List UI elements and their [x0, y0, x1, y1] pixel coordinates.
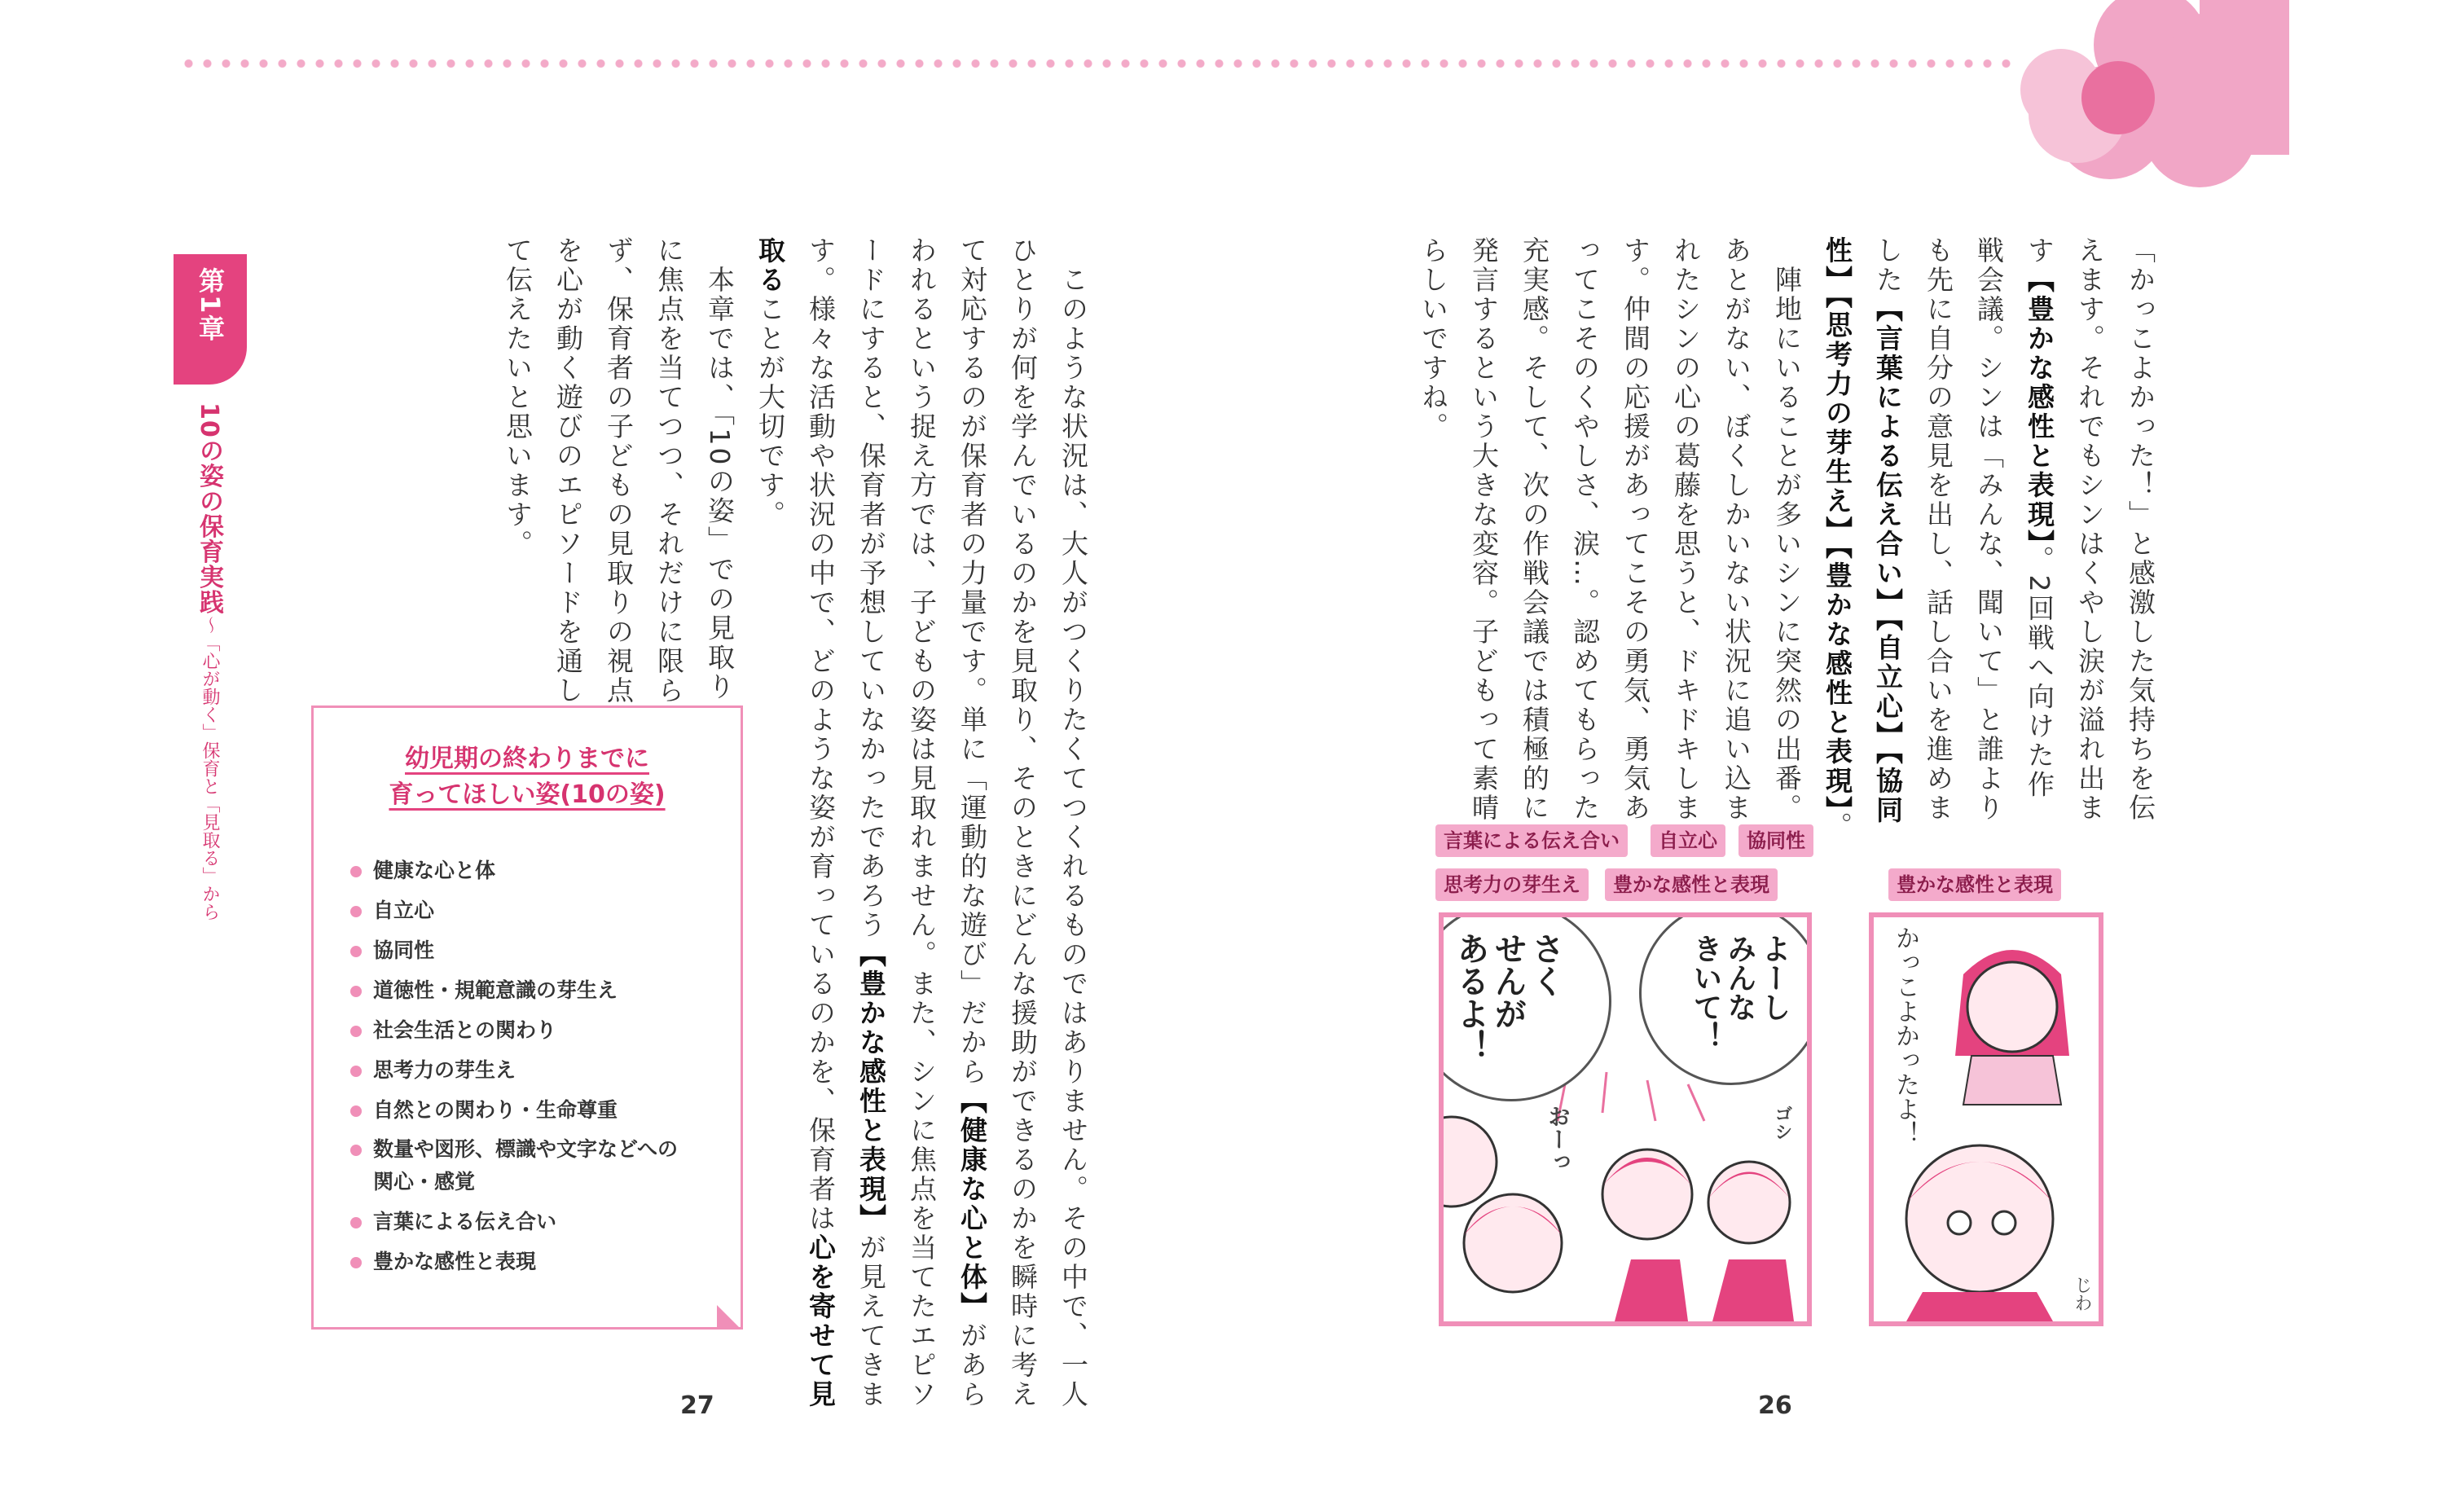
- right-col-11: す。仲間の応援があってこその勇気、勇気あ: [1620, 236, 1651, 823]
- tag-jiritsu: 自立心: [1651, 824, 1725, 857]
- box-corner-fold: [717, 1305, 741, 1330]
- list-item: 思考力の芽生え: [350, 1050, 678, 1090]
- right-col-6: した【言葉による伝え合い】【自立心】【協同: [1872, 236, 1904, 825]
- bubble-text-1: よーし みんな きいて！: [1689, 934, 1791, 1051]
- list-item: 協同性: [350, 930, 678, 970]
- list-item: 豊かな感性と表現: [350, 1242, 678, 1281]
- left-col-2: ひとりが何を学んでいるのかを見取り、そのときにどんな援助ができるのかを瞬時に考え: [1007, 236, 1039, 1409]
- left-col-11: を心が動く遊びのエピソードを通し: [552, 236, 584, 705]
- tag-kyodo: 協同性: [1738, 824, 1813, 857]
- left-col-5: ードにすると、保育者が予想していなかったであろう【豊かな感性と表現】が見えてきま: [855, 236, 887, 1409]
- left-col-4: われるという捉え方では、子どもの姿は見取れません。また、シンに焦点を当てたエピソ: [906, 236, 938, 1409]
- right-col-7: 性】【思考力の芽生え】【豊かな感性と表現】。: [1822, 236, 1853, 842]
- sfx-jiwa: じわ: [2072, 1276, 2092, 1312]
- left-col-12: て伝えたいと思います。: [502, 236, 534, 559]
- page-number-right: 26: [1758, 1391, 1792, 1420]
- list-item: 自然との関わり・生命尊重: [350, 1090, 678, 1130]
- left-col-1: このような状況は、大人がつくりたくてつくれるものではありません。その中で、一人: [1057, 236, 1089, 1409]
- sfx-goshi: ゴシ: [1772, 1105, 1792, 1141]
- page-number-left: 27: [680, 1391, 714, 1420]
- right-col-9: あとがない、ぼくしかいない状況に追い込ま: [1721, 236, 1752, 823]
- right-col-5: も先に自分の意見を出し、話し合いを進めま: [1923, 236, 1954, 823]
- tag-shiko: 思考力の芽生え: [1435, 868, 1589, 901]
- sfx-oh: おーっ: [1545, 1105, 1571, 1173]
- right-col-3: す【豊かな感性と表現】。2回戦へ向けた作: [2024, 236, 2055, 800]
- chapter-title: 10の姿の保育実践: [195, 402, 223, 615]
- tag-kansei-2: 豊かな感性と表現: [1888, 868, 2061, 901]
- left-col-10: ず、保育者の子どもの見取りの視点: [603, 236, 635, 705]
- tag-kansei: 豊かな感性と表現: [1605, 868, 1778, 901]
- list-item: 社会生活との関わり: [350, 1010, 678, 1050]
- right-col-2: えます。それでもシンはくやし涙が溢れ出ま: [2074, 236, 2106, 823]
- left-col-9: に焦点を当てつつ、それだけに限ら: [653, 236, 685, 705]
- bubble-text-2: さく せんが あるよ！: [1452, 932, 1564, 1062]
- right-col-14: 発言するという大きな変容。子どもって素晴: [1468, 236, 1500, 823]
- chapter-subtitle: 〜「心が動く」保育と「見取る」から: [200, 616, 220, 921]
- list-item: 数量や図形、標識や文字などへの 関心・感覚: [350, 1133, 678, 1198]
- chapter-label: 第1章: [195, 267, 226, 343]
- ten-sugata-list: [350, 850, 678, 1281]
- right-col-10: れたシンの心の葛藤を思うと、ドキドキしま: [1670, 236, 1702, 823]
- right-col-15: らしいですね。: [1418, 236, 1449, 442]
- right-col-12: ってこそのくやしさ、涙…。認めてもらった: [1569, 236, 1601, 823]
- list-item: 言葉による伝え合い: [350, 1202, 678, 1242]
- right-col-4: 戦会議。シンは「みんな、聞いて」と誰より: [1973, 236, 2005, 823]
- left-col-3: て対応するのが保育者の力量です。単に「運動的な遊び」だから【健康な心と体】があら: [956, 236, 988, 1409]
- manga-panel-team: [1439, 912, 1812, 1326]
- left-col-8: 本章では、「10の姿」での見取り: [704, 236, 736, 702]
- list-item: 自立心: [350, 890, 678, 930]
- bubble-text-3: かっこよかったよ！: [1891, 925, 1919, 1145]
- flower-decoration: [1988, 0, 2297, 196]
- list-item: 健康な心と体: [350, 850, 678, 890]
- left-col-6: す。様々な活動や状況の中で、どのような姿が育っているのかを、保育者は心を寄せて見: [805, 236, 837, 1409]
- manga-panel-shin: [1869, 912, 2103, 1326]
- right-col-1: 「かっこよかった！」と感激した気持ちを伝: [2125, 236, 2156, 823]
- tag-kotoba: 言葉による伝え合い: [1435, 824, 1628, 857]
- left-col-7: 取ることが大切です。: [754, 236, 786, 530]
- right-col-13: 充実感。そして、次の作戦会議では積極的に: [1519, 236, 1550, 823]
- dotted-header-rule: [179, 59, 2012, 68]
- list-item: 道徳性・規範意識の芽生え: [350, 970, 678, 1010]
- box-title: 幼児期の終わりまでに 育ってほしい姿(10の姿): [389, 745, 666, 809]
- right-col-8: 陣地にいることが多いシンに突然の出番。: [1771, 236, 1803, 823]
